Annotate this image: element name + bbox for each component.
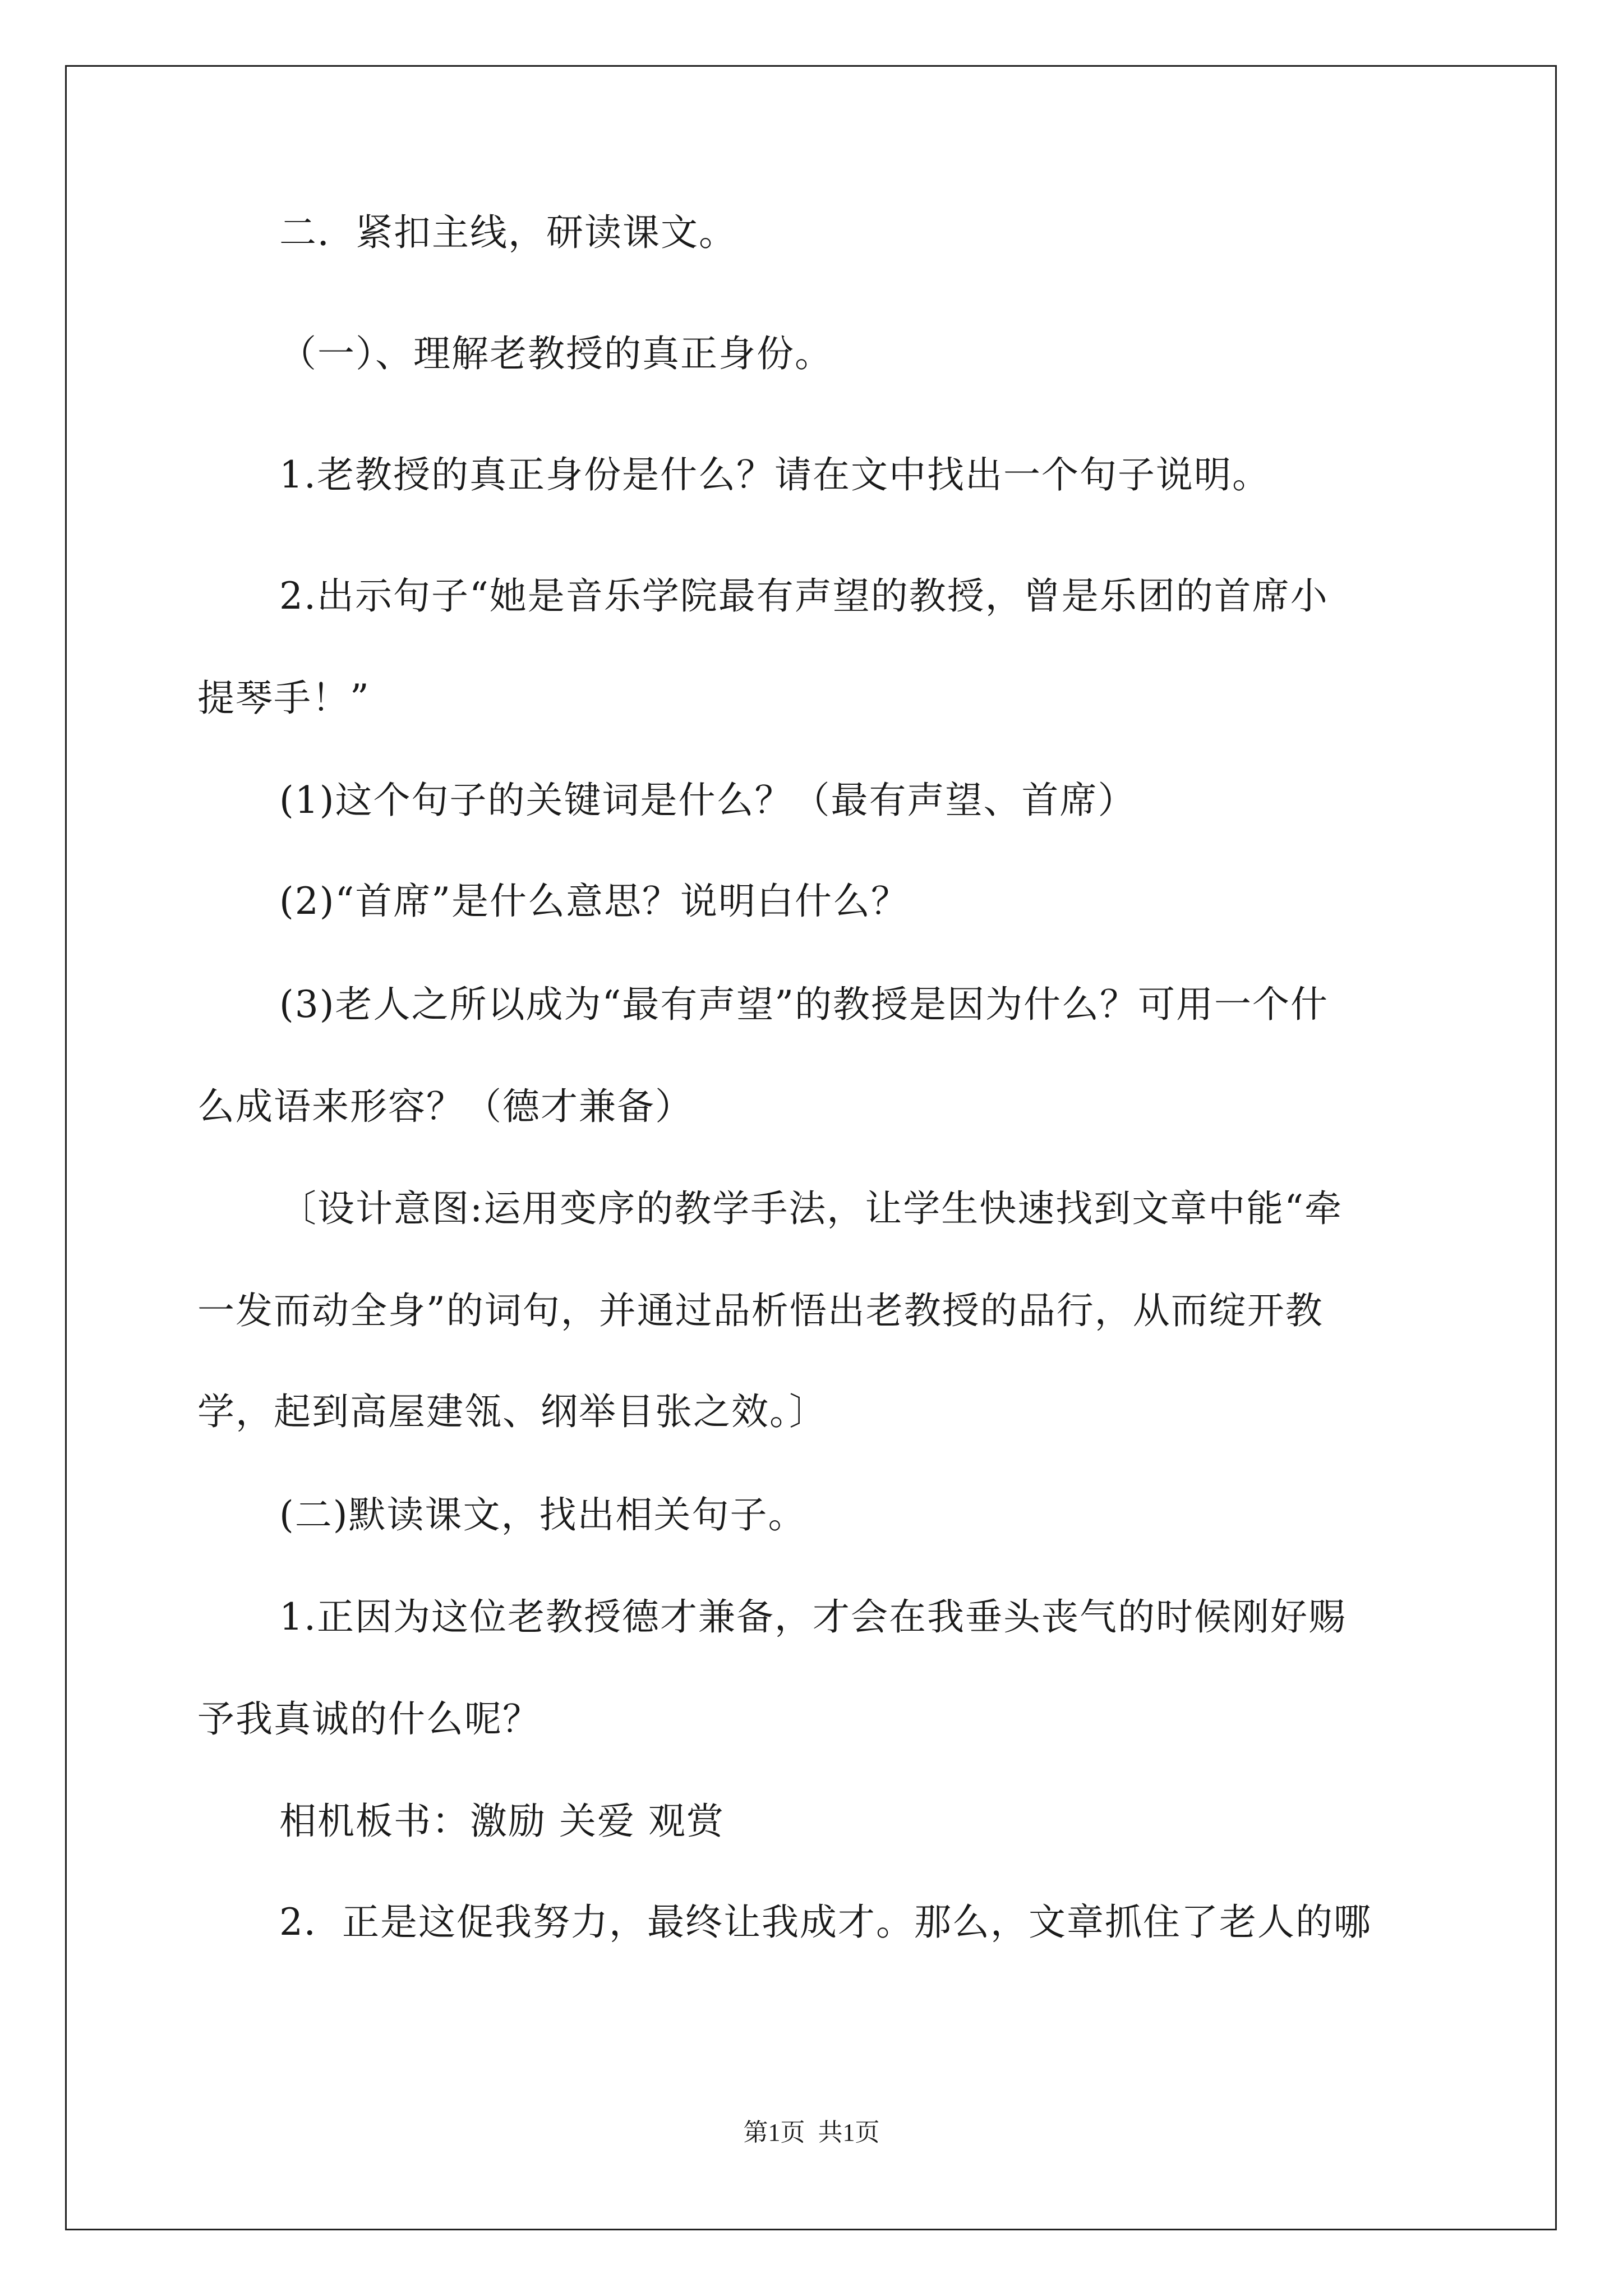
paragraph-line: 1.老教授的真正身份是什么？请在文中找出一个句子说明。	[279, 453, 1270, 496]
paragraph-line: 2．正是这促我努力，最终让我成才。那么，文章抓住了老人的哪	[279, 1901, 1372, 1944]
board-note-line: 相机板书：激励 关爱 观赏	[279, 1800, 725, 1843]
design-note-line: 学，起到高屋建瓴、纲举目张之效。〕	[197, 1390, 827, 1433]
page-number-total: 共1页	[818, 2119, 880, 2146]
design-note-line: 〔设计意图:运用变序的教学手法，让学生快速找到文章中能“牵	[279, 1187, 1343, 1230]
paragraph-line: 提琴手！”	[197, 677, 370, 720]
paragraph-line: 1.正因为这位老教授德才兼备，才会在我垂头丧气的时候刚好赐	[279, 1595, 1347, 1639]
paragraph-line: (1)这个句子的关键词是什么？（最有声望、首席）	[279, 779, 1136, 822]
paragraph-line: 予我真诚的什么呢？	[197, 1697, 541, 1741]
subsection-heading: （一）、理解老教授的真正身份。	[279, 332, 833, 375]
paragraph-line: (3)老人之所以成为“最有声望”的教授是因为什么？可用一个什	[279, 983, 1329, 1026]
paragraph-line: (2)“首席”是什么意思？说明白什么？	[279, 880, 909, 923]
page-footer	[0, 2116, 1623, 2150]
paragraph-line: 么成语来形容？（德才兼备）	[197, 1085, 693, 1128]
page-number-current: 第1页	[743, 2119, 805, 2146]
paragraph-line: 2.出示句子“她是音乐学院最有声望的教授，曾是乐团的首席小	[279, 574, 1329, 618]
section-heading: 二．紧扣主线，研读课文。	[279, 211, 737, 254]
design-note-line: 一发而动全身”的词句，并通过品析悟出老教授的品行，从而绽开教	[197, 1289, 1324, 1332]
subsection-heading: (二)默读课文，找出相关句子。	[279, 1493, 806, 1536]
